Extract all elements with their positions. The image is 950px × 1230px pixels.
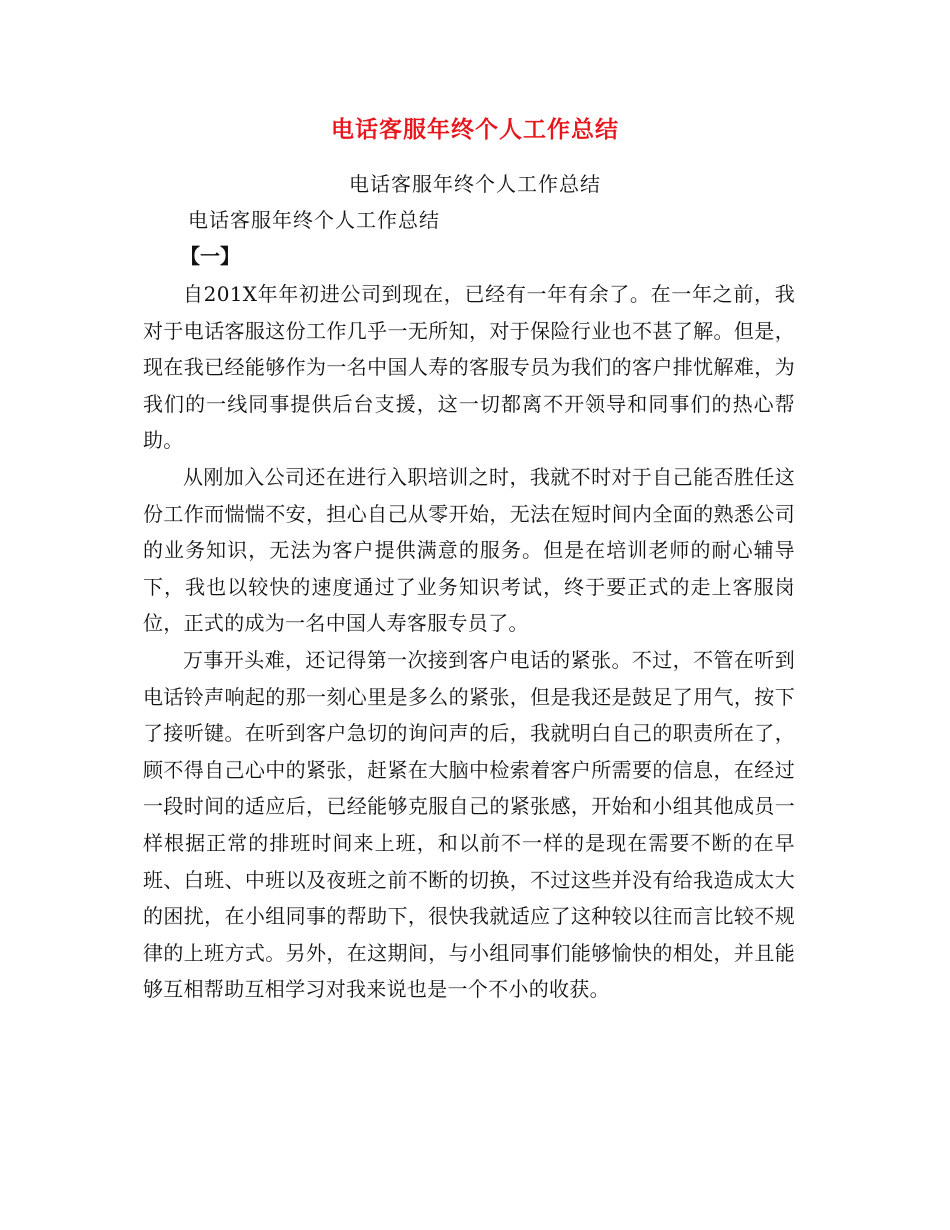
section-heading: 【一】 xyxy=(180,244,240,268)
subtitle-indented: 电话客服年终个人工作总结 xyxy=(188,208,440,232)
subtitle-centered: 电话客服年终个人工作总结 xyxy=(349,172,601,196)
document-body xyxy=(143,276,795,1008)
paragraph: 万事开头难，还记得第一次接到客户电话的紧张。不过，不管在听到电话铃声响起的那一刻心里是多么的紧张，但是我还是鼓足了用气，按下了接听键。在听到客户急切的询问声的后，我就明白自己的职责所在了，顾不得自己心中的紧张，赶紧在大脑中检索着客户所需要的信息，在经过一段时间的适应后，已经能够克服自己的紧张感，开始和小组其他成员一样根据正常的排班时间来上班，和以前不一样的是现在需要不断的在早班、白班、中班以及夜班之前不断的切换，不过这些并没有给我造成太大的困扰，在小组同事的帮助下，很快我就适应了这种较以往而言比较不规律的上班方式。另外，在这期间，与小组同事们能够愉快的相处，并且能够互相帮助互相学习对我来说也是一个不小的收获。 xyxy=(143,647,795,1002)
document-title: 电话客服年终个人工作总结 xyxy=(331,116,619,143)
paragraph: 自201X年年初进公司到现在，已经有一年有余了。在一年之前，我对于电话客服这份工作几乎一无所知，对于保险行业也不甚了解。但是，现在我已经能够作为一名中国人寿的客服专员为我们的客户排忧解难，为我们的一线同事提供后台支援，这一切都离不开领导和同事们的热心帮助。 xyxy=(143,282,795,453)
paragraph: 从刚加入公司还在进行入职培训之时，我就不时对于自己能否胜任这份工作而惴惴不安，担心自己从零开始，无法在短时间内全面的熟悉公司的业务知识，无法为客户提供满意的服务。但是在培训老师的耐心辅导下，我也以较快的速度通过了业务知识考试，终于要正式的走上客服岗位，正式的成为一名中国人寿客服专员了。 xyxy=(143,464,795,636)
